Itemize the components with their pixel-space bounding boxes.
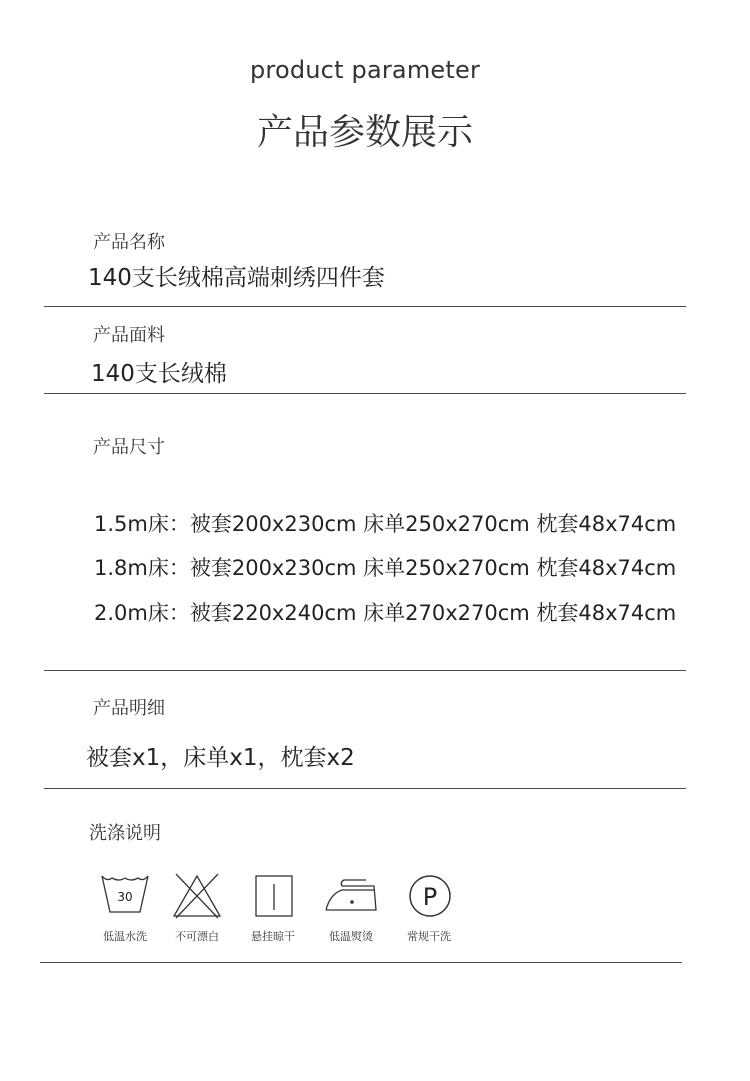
wash-tub-30-icon xyxy=(90,868,160,924)
wash-temp-text: 30 xyxy=(117,890,133,904)
hang-dry-icon xyxy=(238,868,308,924)
divider-1 xyxy=(44,306,686,307)
care-item-iron xyxy=(306,868,396,944)
care-label-iron: 低温熨烫 xyxy=(329,930,373,943)
product-size-label: 产品尺寸 xyxy=(93,437,165,458)
divider-2 xyxy=(44,393,686,394)
product-fabric-value: 140支长绒棉 xyxy=(91,361,227,387)
size-line-1-5m: 1.5m床：被套200x230cm 床单250x270cm 枕套48x74cm xyxy=(94,512,677,536)
care-item-dryclean xyxy=(384,868,474,944)
product-name-value: 140支长绒棉高端刺绣四件套 xyxy=(88,265,385,291)
divider-3 xyxy=(44,670,686,671)
dry-clean-letter: P xyxy=(422,883,438,911)
care-label-dry: 悬挂晾干 xyxy=(251,930,295,943)
size-line-1-8m: 1.8m床：被套200x230cm 床单250x270cm 枕套48x74cm xyxy=(94,556,677,580)
no-bleach-icon xyxy=(162,868,232,924)
chinese-title: 产品参数展示 xyxy=(256,112,473,153)
dry-clean-p-icon xyxy=(394,868,464,924)
care-label-wash: 低温水洗 xyxy=(103,930,147,943)
size-line-2-0m: 2.0m床：被套220x240cm 床单270x270cm 枕套48x74cm xyxy=(94,601,677,625)
care-label-bleach: 不可漂白 xyxy=(175,930,219,943)
english-title: product parameter xyxy=(249,56,481,84)
product-detail-value: 被套x1，床单x1，枕套x2 xyxy=(86,745,355,771)
divider-4 xyxy=(44,788,686,789)
product-name-label: 产品名称 xyxy=(93,232,165,253)
care-instructions-label: 洗涤说明 xyxy=(89,823,161,844)
care-item-dry xyxy=(228,868,318,944)
care-label-dryclean: 常规干洗 xyxy=(407,930,451,943)
product-fabric-label: 产品面料 xyxy=(93,325,165,346)
iron-low-icon xyxy=(316,868,386,924)
divider-5 xyxy=(40,962,682,963)
product-detail-label: 产品明细 xyxy=(93,698,165,719)
